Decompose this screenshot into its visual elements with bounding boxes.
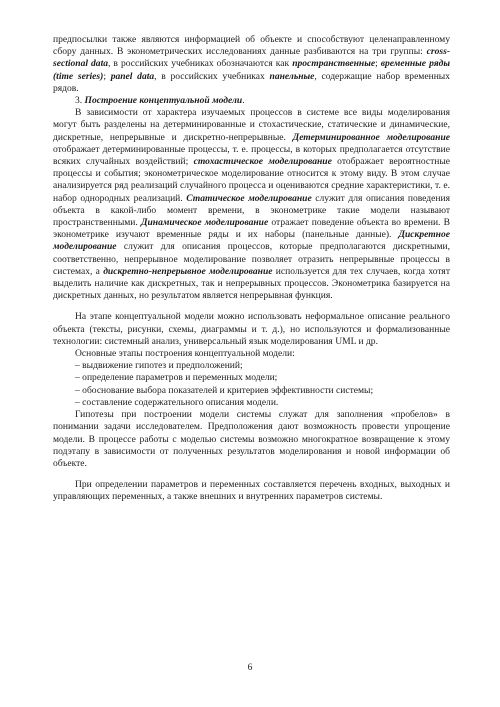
hypotheses-paragraph: Гипотезы при построении модели системы служат для заполнения «пробелов» в понимании задачи исследователем. Предположения дают возможность провести упрощение модели. В процессе работы с моделью системы возможно многократное возвращение к этому подэтапу в зависимости от полученных результатов моделирования и новой информации об объекте. (53, 409, 450, 469)
emphasized-term: дискретно-непрерывное моделирование (103, 265, 273, 277)
list-item: – определение параметров и переменных модели; (53, 372, 450, 384)
stages-intro: Основные этапы построения концептуальной модели: (75, 348, 295, 360)
text-run: служит для описания процессов, которые предполагаются дискретными, соответственно, непрерывное моделирование позволяет отразить непрерывные процессы в системах, а (53, 241, 450, 277)
list-item: – выдвижение гипотез и предположений; (53, 360, 450, 372)
modeling-types-paragraph (53, 107, 450, 302)
text-run: . (242, 95, 245, 107)
text-run: 3. (75, 95, 85, 107)
emphasized-term: Динамическое моделирование (140, 217, 269, 229)
emphasized-term: panel data (110, 70, 155, 82)
parameters-paragraph: При определении параметров и переменных составляется перечень входных, выходных и управляющих переменных, а также внешних и внутренних параметров системы. (53, 479, 450, 503)
emphasized-term: временные ряды (time series) (53, 58, 450, 82)
list-item: – составление содержательного описания модели. (53, 397, 450, 409)
text-run: отображает вероятностные процессы и события; эконометрическое моделирование относится к этому виду. В этом случае анализируется ряд реализаций случайного процесса и оцениваются средние характеристики, т. е. набор однородных реализаций. (53, 156, 450, 204)
text-run: отображает детерминированные процессы, т. е. процессы, в которых предполагается отсутствие всяких случайных воздействий; (53, 143, 450, 168)
text-run: , содержащие набор временных рядов. (53, 70, 450, 94)
emphasized-term: cross-sectional data (53, 46, 450, 70)
emphasized-term: пространственные (292, 58, 376, 70)
emphasized-term: Дискретное моделирование (53, 229, 450, 253)
section-heading (53, 95, 450, 107)
emphasized-term: стохастическое моделирование (193, 156, 332, 168)
emphasized-term: Статическое моделирование (186, 192, 312, 204)
text-run: , в российских учебниках (154, 70, 270, 82)
list-item: – обоснование выбора показателей и критериев эффективности системы; (53, 385, 450, 397)
text-run: ; (375, 58, 381, 70)
text-run: служит для описания поведения объекта в какой-либо момент времени, в эконометрике такие модели называют пространственными. (53, 192, 450, 229)
stages-list (53, 360, 450, 409)
intro-paragraph (53, 34, 450, 95)
text-run: предпосылки также являются информацией об объекте и способствуют целенаправленному сбору данных. В эконометрических исследованиях данные разбиваются на три группы: (53, 34, 450, 58)
emphasized-term: Построение концептуальной модели (84, 95, 243, 107)
text-run: В зависимости от характера изучаемых процессов в системе все виды моделирования могут быть разделены на детерминированные и стохастические, статические и динамические, дискретные, непрерывные и дискретно-непрерывные. (53, 107, 450, 143)
page-number: 6 (247, 663, 253, 673)
emphasized-term: Детерминированное моделирование (292, 131, 450, 143)
page-text (53, 34, 450, 504)
text-run: ; (103, 70, 111, 82)
text-run: , в российских учебниках обозначаются как (108, 58, 293, 70)
text-run: отражает поведение объекта во времени. В эконометрике изучают временные ряды и их наборы (панельные данные). (53, 217, 450, 241)
text-run: используется для тех случаев, когда хотят выделить наличие как дискретных, так и непрерывных процессов. Эконометрика базируется на дискретных данных, но результатом является непрерывная функция. (53, 265, 450, 302)
emphasized-term: панельные (269, 70, 315, 82)
conceptual-model-paragraph: На этапе концептуальной модели можно использовать неформальное описание реального объекта (тексты, рисунки, схемы, диаграммы и т. д.), но используются и формализованные технологии: системный анализ, универсальный язык моделирования UML и др. (53, 311, 450, 347)
